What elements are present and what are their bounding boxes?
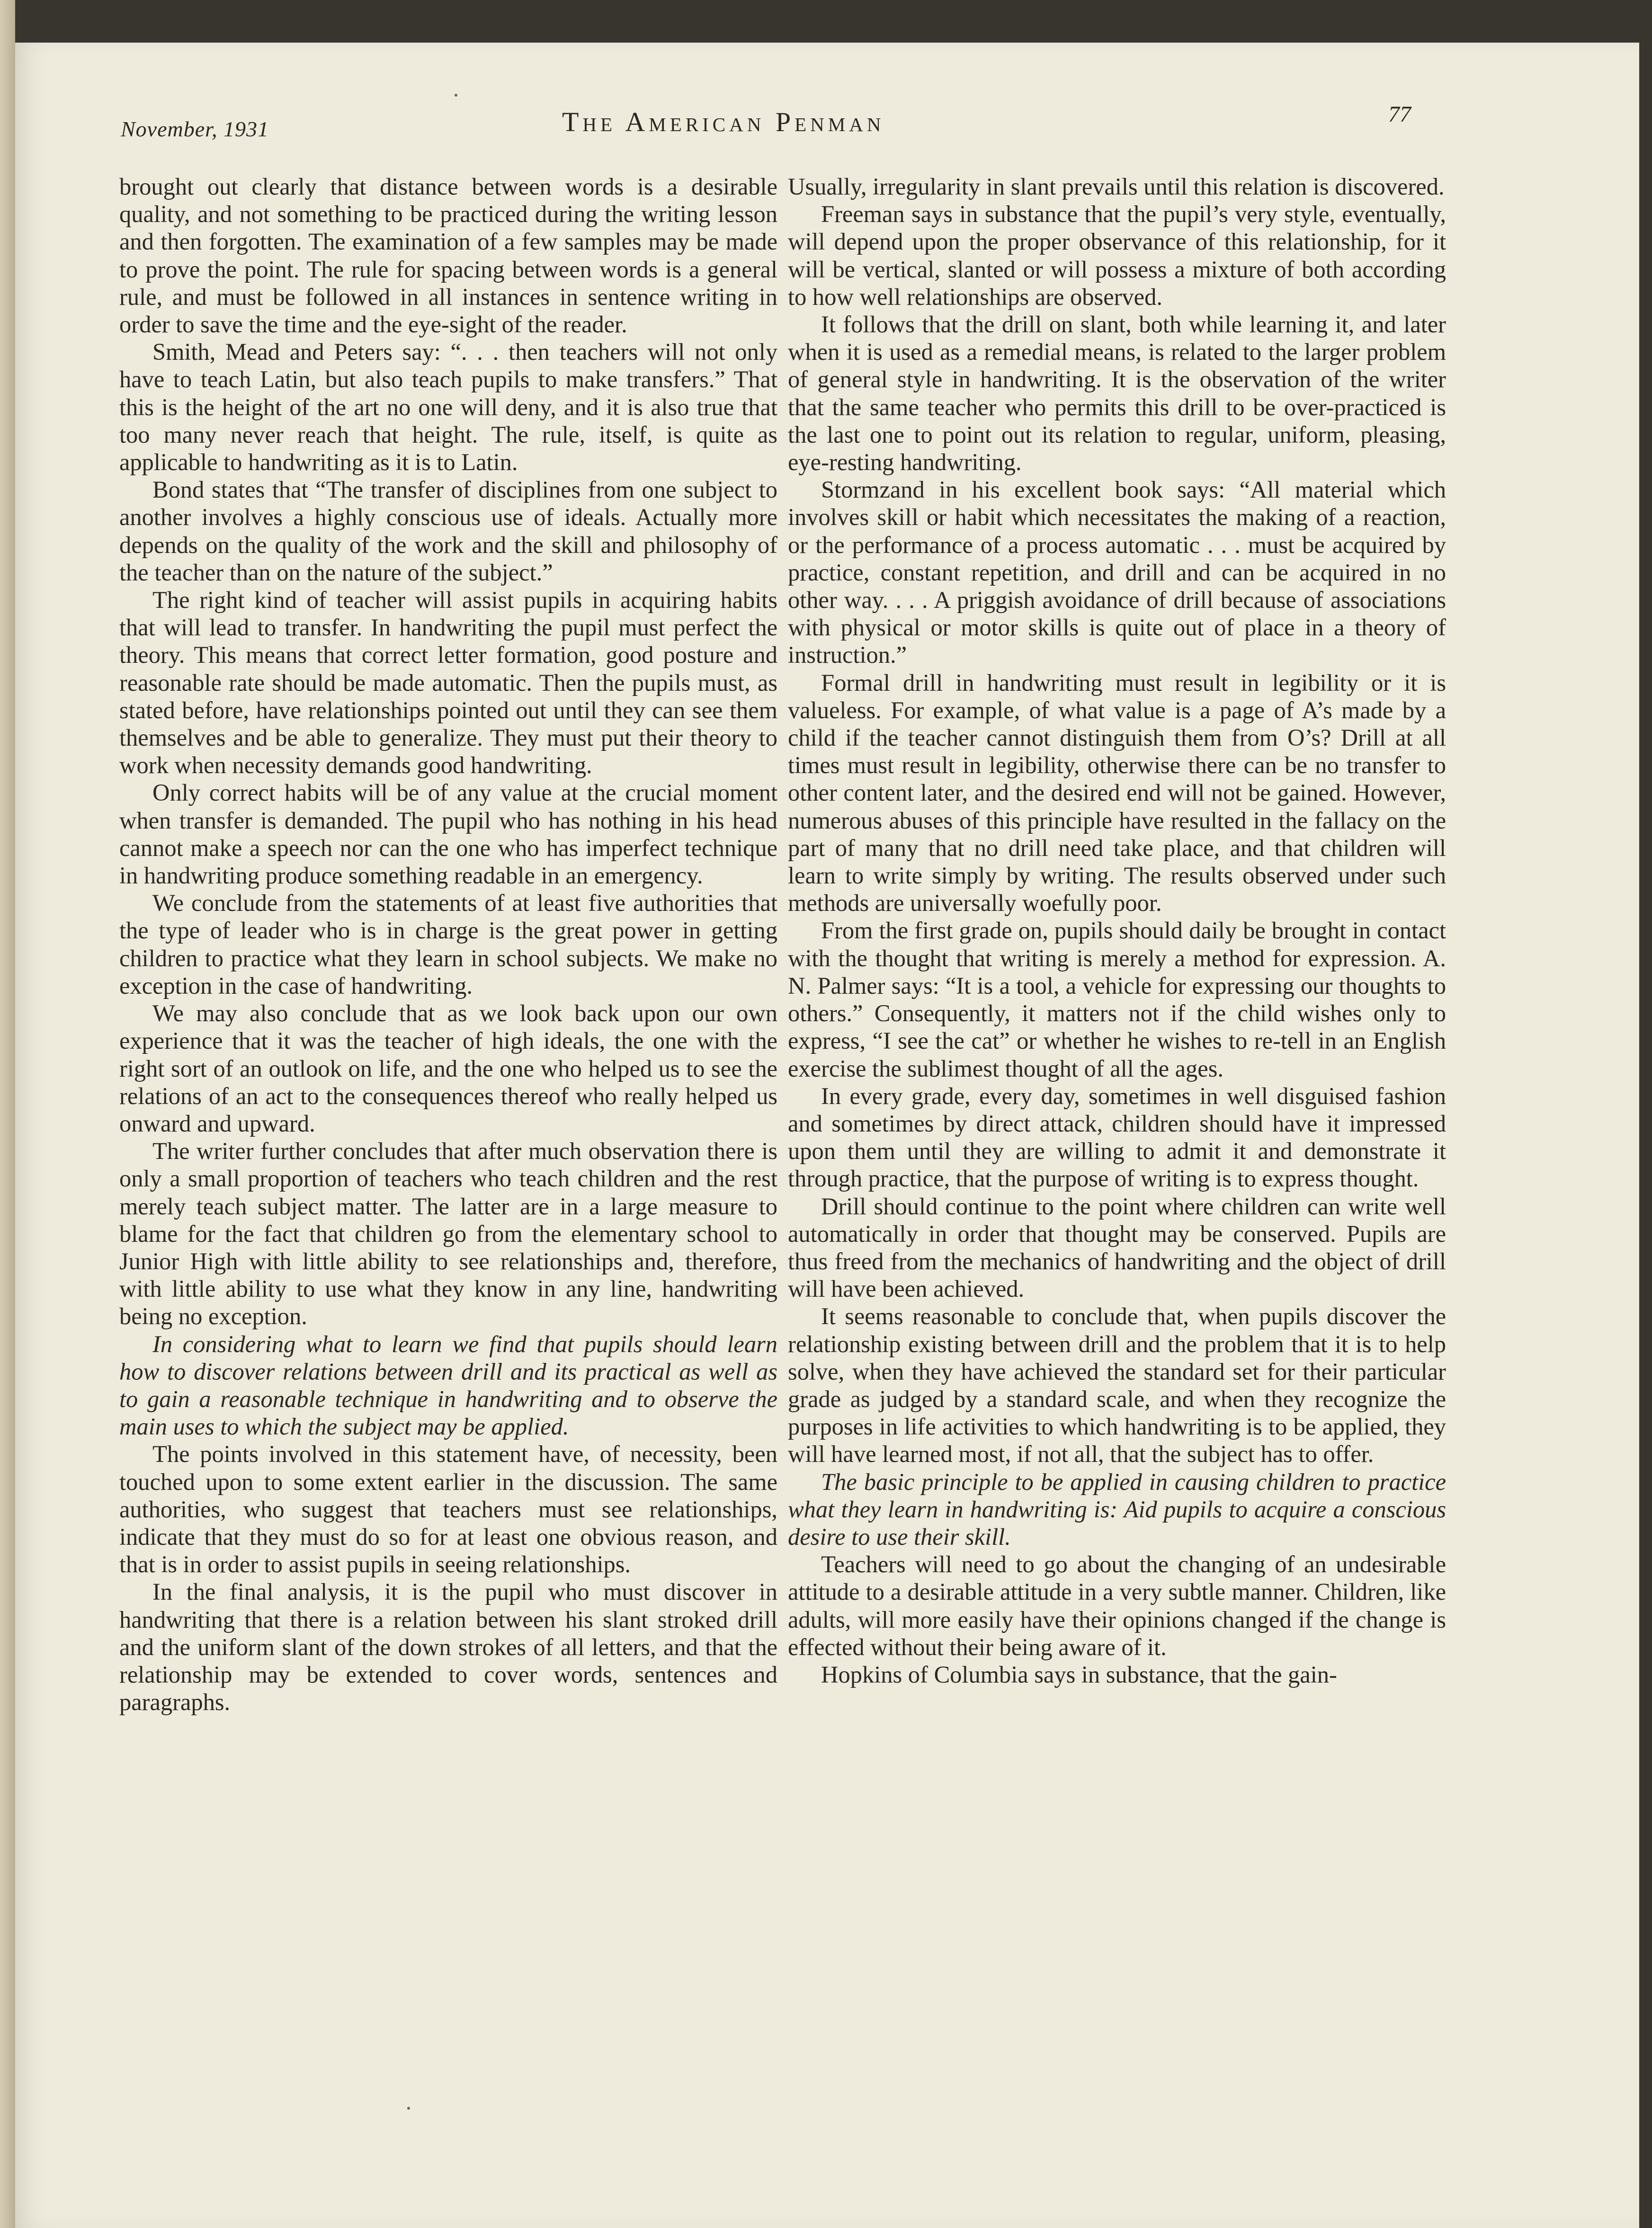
paragraph: The points involved in this statement have, of necessity, been touched upon to some extent earlier in the discussion. The same authorities, who suggest that teachers must see relationships, indicate that they must do so for at least one obvious reason, and that is in order to assist pupils in seeing relationships. [119,1441,777,1578]
document-page [15,43,1639,2228]
paragraph: We may also conclude that as we look back upon our own experience that it was the teacher of high ideals, the one with the right sort of an outlook on life, and the one who helped us to see the relations of an act to the consequences thereof who really helped us onward and upward. [119,1000,777,1137]
principle-statement: The basic principle to be applied in causing children to practice what they learn in handwriting is: Aid pupils to acquire a conscious desire to use their skill. [788,1468,1446,1550]
paragraph: Bond states that “The transfer of disciplines from one subject to another involves a highly conscious use of ideals. Actually more depends on the quality of the work and the skill and philosophy of the teacher than on the nature of the subject.” [119,476,777,586]
paragraph: brought out clearly that distance between words is a desirable quality, and not something to be practiced during the writing lesson and then forgotten. The examination of a few samples may be made to prove the point. The rule for spacing between words is a general rule, and must be followed in all instances in sentence writing in order to save the time and the eye-sight of the reader. [119,173,777,338]
issue-date: November, 1931 [121,117,269,141]
paragraph: Hopkins of Columbia says in substance, that the gain- [821,1661,1337,1688]
paragraph: The right kind of teacher will assist pupils in acquiring habits that will lead to transfer. In handwriting the pupil must perfect the theory. This means that correct letter formation, good posture and reasonable rate should be made automatic. Then the pupils must, as stated before, have relationships pointed out until they can see them themselves and be able to generalize. They must put their theory to work when necessity demands good handwriting. [119,587,777,779]
paragraph: Only correct habits will be of any value at the crucial moment when transfer is demanded. The pupil who has nothing in his head cannot make a speech nor can the one who has imperfect technique in handwriting produce something readable in an emergency. [119,779,777,889]
running-header [15,102,1639,163]
paragraph: It follows that the drill on slant, both while learning it, and later when it is used as a remedial means, is related to the larger problem of general style in handwriting. It is the observation of the writer that the same teacher who permits this drill to be over-practiced is the last one to point out its relation to regular, uniform, pleasing, eye-resting handwriting. [788,311,1446,476]
paragraph: Formal drill in handwriting must result in legibility or it is valueless. For example, of what value is a page of A’s made by a child if the teacher cannot distinguish them from O’s? Drill at all times must result in legibility, otherwise there can be no transfer to other content later, and the desired end will not be gained. However, numerous abuses of this principle have resulted in the fallacy on the part of many that no drill need take place, and that children will learn to write simply by writing. The results observed under such methods are universally woefully poor. [788,669,1446,917]
paragraph: From the first grade on, pupils should daily be brought in contact with the thought that writing is merely a method for expression. A. N. Palmer says: “It is a tool, a vehicle for expressing our thoughts to others.” Consequently, it matters not if the child wishes only to express, “I see the cat” or whether he wishes to re-tell in an English exercise the sublimest thought of all the ages. [788,917,1446,1082]
paragraph: We conclude from the statements of at least five authorities that the type of leader who is in charge is the great power in getting children to practice what they learn in school subjects. We make no exception in the case of handwriting. [119,890,777,999]
paragraph: Freeman says in substance that the pupil’s very style, eventually, will depend upon the proper observance of this relationship, for it will be vertical, slanted or will possess a mixture of both according to how well relationships are observed. [788,201,1446,310]
paragraph: Smith, Mead and Peters say: “. . . then teachers will not only have to teach Latin, but also teach pupils to make transfers.” That this is the height of the art no one will deny, and it is also true that too many never reach that height. The rule, itself, is quite as applicable to handwriting as it is to Latin. [119,339,777,476]
journal-title: The American Penman [562,107,885,137]
adjacent-page-edge [0,0,15,2228]
principle-statement: In considering what to learn we find that pupils should learn how to discover relations between drill and its practical as well as to gain a reasonable technique in handwriting and to observe the main uses to which the subject may be applied. [119,1330,777,1440]
paragraph: Teachers will need to go about the changing of an undesirable attitude to a desirable attitude in a very subtle manner. Children, like adults, will more easily have their opinions changed if the change is effected without their being aware of it. [788,1551,1446,1660]
print-speck [407,2107,410,2110]
paragraph: Drill should continue to the point where children can write well automatically in order that thought may be conserved. Pupils are thus freed from the mechanics of handwriting and the object of drill will have been achieved. [788,1193,1446,1302]
paragraph: It seems reasonable to conclude that, when pupils discover the relationship existing between drill and the problem that it is to help solve, when they have achieved the standard set for their particular grade as judged by a standard scale, and when they recognize the purposes in life activities to which handwriting is to be applied, they will have learned most, if not all, that the subject has to offer. [788,1303,1446,1468]
paragraph: Usually, irregularity in slant prevails until this relation is discovered. [788,173,1445,200]
left-column [119,173,777,1716]
page-number: 77 [1388,102,1411,127]
paragraph: Stormzand in his excellent book says: “All material which involves skill or habit which necessitates the making of a reaction, or the performance of a process automatic . . . must be acquired by practice, constant repetition, and drill and can be acquired in no other way. . . . A priggish avoidance of drill because of associations with physical or motor skills is quite out of place in a theory of instruction.” [788,476,1446,668]
paragraph: In every grade, every day, sometimes in well disguised fashion and sometimes by direct attack, children should have it impressed upon them until they are willing to admit it and demonstrate it through practice, that the purpose of writing is to express thought. [788,1082,1446,1192]
paragraph: The writer further concludes that after much observation there is only a small proportion of teachers who teach children and the rest merely teach subject matter. The latter are in a large measure to blame for the fact that children go from the elementary school to Junior High with little ability to see relationships and, therefore, with little ability to use what they know in any line, handwriting being no exception. [119,1138,777,1330]
right-column [788,173,1446,1688]
print-speck [455,94,457,97]
paragraph: In the final analysis, it is the pupil who must discover in handwriting that there is a relation between his slant stroked drill and the uniform slant of the down strokes of all letters, and that the relationship may be extended to cover words, sentences and paragraphs. [119,1578,777,1716]
